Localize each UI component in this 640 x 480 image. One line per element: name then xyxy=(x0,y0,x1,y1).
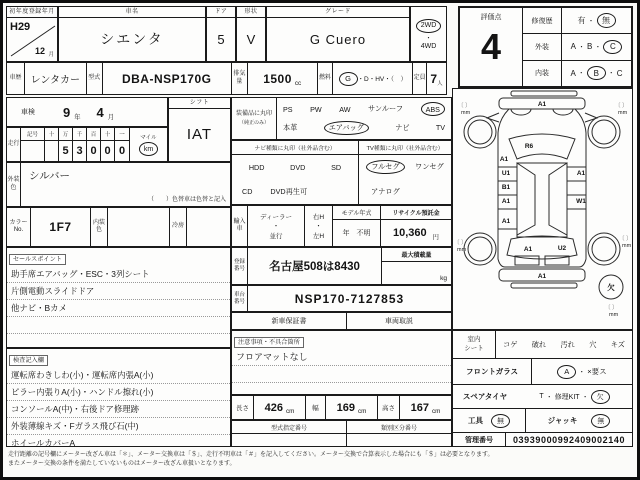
score-cell xyxy=(460,8,523,86)
import-dealer: ディーラー xyxy=(260,214,292,221)
damage-diagram-panel xyxy=(452,88,633,330)
damage-label-right: A1 xyxy=(576,170,586,177)
spare-tire-label: スペアタイヤ xyxy=(462,392,508,401)
interior-color-label: 内装色 xyxy=(93,219,106,233)
inspector-note-line: ホイールカバーA xyxy=(11,438,76,448)
repair-no-circled: 無 xyxy=(597,13,616,28)
equipment-box xyxy=(231,97,452,140)
damage-label-left: U1 xyxy=(501,170,511,177)
shaken-cell: 車検 9 年 4 月 xyxy=(6,97,168,127)
color-number-row xyxy=(6,207,231,247)
inspector-note-line: 外装薄線キズ・Fガラス飛び石(中) xyxy=(7,418,230,435)
height-value: 167 xyxy=(410,401,429,414)
damage-label-front-bumper: A1 xyxy=(537,101,547,108)
registration-row xyxy=(231,247,452,285)
interior-label: 内装 xyxy=(523,61,562,86)
equip-abs-circled: ABS xyxy=(421,102,445,116)
tread-depth-mark: 〔 〕 xyxy=(615,103,628,109)
footer-line1: 走行距離の記号欄にメーター改ざん車は「＊」、メーター交換車は「＄」、走行不明車は「＃」を記入してください。メーター交換で合算表示した場合にも「＄」は必要となります。 xyxy=(8,452,494,458)
drive-4wd: 4WD xyxy=(420,42,437,50)
jack-none-circled: 無 xyxy=(591,414,610,428)
sales-point-line: 助手席エアバッグ・ESC・3列シート xyxy=(7,266,230,283)
spare-kit-option: 修理KIT xyxy=(554,393,580,401)
ac-label: 冷房 xyxy=(172,223,185,230)
dimensions-row: 長さ 426 cm 幅 169 cm 高さ 167 cm xyxy=(231,395,452,420)
max-load-label: 最大積載量 xyxy=(382,248,451,262)
seat-burn: コゲ xyxy=(503,339,518,349)
damage-label-windshield: R6 xyxy=(524,143,534,150)
tv-oneseg: ワンセグ xyxy=(415,162,444,172)
grade-value: G Cuero xyxy=(309,31,367,47)
fuel-label: 燃料 xyxy=(318,74,331,81)
mileage-digit: 0 xyxy=(101,141,115,161)
fuel-gasoline-circled: G xyxy=(339,72,358,86)
mileage-digit: 0 xyxy=(118,145,126,157)
import-row: 輸入車 ディーラー ・ 並行 右H ・ 左H モデル年式 年 不明 リサイクル預託金 10,360 円 xyxy=(231,205,452,247)
nav-tv-box xyxy=(231,140,452,205)
grade-cell xyxy=(266,6,410,62)
model-year-label: モデル年式 xyxy=(333,206,380,220)
inspector-notes-label: 検査記入欄 xyxy=(9,355,48,366)
import-parallel: 並行 xyxy=(269,233,283,240)
seat-condition-row: 室内 シート コゲ 破れ 汚れ 穴 キズ xyxy=(453,331,632,359)
tread-depth-unit: mm xyxy=(461,110,471,116)
car-name-cell xyxy=(58,6,206,62)
nav-sd: SD xyxy=(331,162,342,172)
km-circled: km xyxy=(139,142,158,156)
tread-depth-mark: 〔 〕 xyxy=(605,305,618,311)
max-load-unit: kg xyxy=(440,275,447,282)
shape-label: 形状 xyxy=(237,7,265,18)
inspector-notes-box xyxy=(6,348,231,447)
model-code-value: DBA-NSP170G xyxy=(121,71,212,86)
interior-grade-row: 内装 A ・ B ・ C xyxy=(523,61,631,86)
equip-aw: AW xyxy=(339,104,351,114)
tread-depth-mark: 〔 〕 xyxy=(454,240,467,246)
equip-tv: TV xyxy=(435,123,445,133)
class-number-label: 類別区分番号 xyxy=(380,425,417,432)
exterior-color-value: シルバー xyxy=(29,170,71,182)
mile-label: マイル xyxy=(140,135,157,141)
windshield-label: フロントガラス xyxy=(453,359,532,384)
seat-stain: 汚れ xyxy=(560,339,575,349)
type-spec-number-label: 型式指定番号 xyxy=(232,421,347,433)
door-value: 5 xyxy=(217,31,225,47)
equip-sunroof: サンルーフ xyxy=(368,104,404,114)
model-code-label: 型式 xyxy=(88,74,101,81)
type-spec-number-value xyxy=(232,434,347,447)
nav-cd: CD xyxy=(242,187,253,197)
manual-label: 車両取説 xyxy=(385,318,413,325)
mileage-digit xyxy=(21,141,45,161)
equip-leather: 本革 xyxy=(283,122,298,132)
damage-label-left: B1 xyxy=(501,184,511,191)
car-top-view-diagram xyxy=(453,89,632,329)
seat-scratch: キズ xyxy=(610,339,625,349)
shaken-month: 4 xyxy=(96,104,104,120)
equip-navi: ナビ xyxy=(395,122,410,132)
management-number-value: 03939000992409002140 xyxy=(512,434,626,445)
caution-label: 注意事項・不具合箇所 xyxy=(234,337,304,348)
mileage-cell xyxy=(6,127,168,162)
width-label: 幅 xyxy=(306,396,326,419)
color-no-label: カラーNo. xyxy=(9,219,28,233)
shift-label: シフト xyxy=(169,98,230,109)
documents-row xyxy=(231,312,452,330)
score-value: 4 xyxy=(480,26,502,67)
capacity-unit: 人 xyxy=(437,80,443,87)
grade-label: グレード xyxy=(267,7,409,18)
damage-label-left: A1 xyxy=(501,198,511,205)
fuel-options: ・D・HV・（ ） xyxy=(357,76,407,83)
repair-history-row: 修復歴 有 ・ 無 xyxy=(523,8,631,34)
vehicle-id-row xyxy=(6,62,447,95)
damage-label-right: W1 xyxy=(576,198,586,205)
capacity-value: 7 xyxy=(430,71,438,86)
first-registration-value xyxy=(7,18,57,60)
damage-label-left: A1 xyxy=(501,218,511,225)
displacement-label: 排気量 xyxy=(233,71,246,85)
tread-depth-unit: mm xyxy=(618,110,628,116)
drive-separator: ・ xyxy=(425,34,432,42)
registration-number: 名古屋508は8430 xyxy=(269,261,360,273)
shift-value: IAT xyxy=(186,125,213,143)
car-name-label: 車名 xyxy=(59,7,205,18)
tread-depth-unit: mm xyxy=(609,312,619,318)
interior-grade-circled: B xyxy=(587,66,606,80)
equip-pw: PW xyxy=(310,104,322,114)
recycle-deposit-unit: 円 xyxy=(432,233,439,241)
history-value: レンタカー xyxy=(30,75,80,86)
nav-type-header: ナビ種類に丸印（社外品含む） xyxy=(232,141,358,155)
capacity-label: 定員 xyxy=(413,74,426,81)
reg-year: H29 xyxy=(10,21,31,33)
inspector-note-line: ピラー内張りA(小)・ハンドル擦れ(小) xyxy=(7,384,230,401)
first-registration-label: 初年度登録年月 xyxy=(7,7,57,18)
equipment-label: 装備品に丸印 xyxy=(235,111,272,118)
jack-label: ジャッキ xyxy=(547,416,578,425)
tv-type-header: TV種類に丸印（社外品含む） xyxy=(359,141,451,155)
shaken-year: 9 xyxy=(63,104,71,120)
chassis-label: 車台番号 xyxy=(233,291,245,305)
car-name-value: シエンタ xyxy=(100,31,164,47)
inspector-note-line: コンソールA(中)・右後ドア修理跡 xyxy=(7,401,230,418)
door-label: ドア xyxy=(207,7,235,18)
width-value: 169 xyxy=(336,401,355,414)
first-registration-cell xyxy=(6,6,58,62)
equip-ps: PS xyxy=(283,104,293,114)
steering-right: 右H xyxy=(312,214,325,221)
length-value: 426 xyxy=(264,401,283,414)
seat-label: 室内 xyxy=(467,336,481,344)
windshield-replace-option: ×要ス xyxy=(587,367,607,376)
chassis-number: NSP170-7127853 xyxy=(294,291,405,306)
tools-row xyxy=(453,409,632,433)
repair-yes: 有 xyxy=(577,16,586,26)
tread-depth-mark: 〔 〕 xyxy=(458,103,471,109)
seat-hole: 穴 xyxy=(589,339,597,349)
drive-cell xyxy=(410,6,447,62)
shape-value: V xyxy=(246,31,256,47)
equipment-label-sub: （純正のみ） xyxy=(238,119,269,126)
registration-label: 登録番号 xyxy=(233,259,245,272)
caution-text: フロアマットなし xyxy=(232,349,451,366)
mileage-digit: 5 xyxy=(59,141,73,161)
exterior-grade-row: 外装 A ・ B ・ C xyxy=(523,34,631,60)
exterior-label: 外装 xyxy=(523,34,562,59)
drive-2wd-circled: 2WD xyxy=(416,19,442,33)
shaken-label: 車検 xyxy=(21,109,35,116)
mileage-digit: 0 xyxy=(87,141,101,161)
mileage-header: 万 xyxy=(59,128,73,140)
type-numbers-row xyxy=(231,420,452,447)
spare-missing-circled: 欠 xyxy=(591,390,610,404)
interior-color-value xyxy=(108,208,170,246)
damage-label-rear-left: A1 xyxy=(523,246,533,253)
equip-airbag-circled: エアバッグ xyxy=(324,121,369,135)
exterior-grade-circled: C xyxy=(603,40,622,54)
shape-cell xyxy=(236,6,266,62)
displacement-value: 1500 xyxy=(263,71,292,86)
tread-depth-mark: 〔 〕 xyxy=(619,236,632,242)
spare-tire-missing-mark: 欠 xyxy=(607,283,615,292)
caution-box xyxy=(231,330,452,395)
tv-fullseg-circled: フルセグ xyxy=(366,160,404,174)
steering-left: 左H xyxy=(312,233,325,240)
mileage-header: 十 xyxy=(101,128,115,140)
import-label: 輸入車 xyxy=(233,218,246,232)
history-label: 車歴 xyxy=(9,74,22,81)
mileage-header: 一 xyxy=(119,132,125,138)
exterior-color-cell xyxy=(6,162,231,207)
empty-rule-line xyxy=(232,366,451,383)
color-no-value: 1F7 xyxy=(49,220,72,234)
condition-table xyxy=(452,330,633,447)
sales-point-line: 片側電動スライドドア xyxy=(7,283,230,300)
recycle-deposit-label: リサイクル預託金 xyxy=(381,206,451,220)
exterior-color-label: 外装色 xyxy=(7,177,20,191)
mileage-digit xyxy=(45,141,59,161)
mileage-header: 百 xyxy=(87,128,101,140)
grade-rows xyxy=(523,8,631,86)
footer-line2: またメーター交換の条件を満たしていないものはメーター改ざん車扱いとなります。 xyxy=(8,460,236,467)
model-year-value: 年 不明 xyxy=(342,230,371,237)
mileage-label: 走行 xyxy=(7,140,20,147)
nav-hdd: HDD xyxy=(248,162,265,172)
nav-dvd: DVD xyxy=(290,162,306,172)
windshield-row: フロントガラス A ・ ×要ス xyxy=(453,359,632,385)
shift-cell xyxy=(168,97,231,162)
spare-t-option: T xyxy=(539,393,544,400)
management-number-label: 管理番号 xyxy=(453,433,506,446)
mileage-digit: 3 xyxy=(73,141,87,161)
damage-label-rear-right: U2 xyxy=(557,245,567,252)
chassis-row xyxy=(231,285,452,312)
tools-label: 工具 xyxy=(468,416,483,425)
evaluation-box xyxy=(458,6,633,88)
sales-point-line: 他ナビ・Bカメ xyxy=(7,300,230,317)
tools-none-circled: 無 xyxy=(491,414,510,428)
tread-depth-unit: mm xyxy=(622,243,632,249)
mileage-header: 十 xyxy=(45,128,59,140)
sales-points-label: セールスポイント xyxy=(9,254,66,265)
nav-dvd-play: DVD再生可 xyxy=(270,186,308,196)
seat-tear: 破れ xyxy=(531,339,547,349)
tread-depth-unit: mm xyxy=(457,247,467,253)
damage-label-rear-bumper: A1 xyxy=(537,273,547,280)
door-cell xyxy=(206,6,236,62)
reg-month: 12 xyxy=(34,46,45,56)
class-number-value xyxy=(347,434,451,447)
windshield-grade-circled: A xyxy=(557,365,576,379)
mileage-header: 千 xyxy=(73,128,87,140)
warranty-label: 新車保証書 xyxy=(232,313,347,329)
inspector-note-line: 運転席わきしわ(小)・運転席内張A(小) xyxy=(7,367,230,384)
tv-analog: アナログ xyxy=(371,186,400,196)
mileage-header: 記号 xyxy=(21,128,45,140)
management-number-row xyxy=(453,433,632,446)
ac-value xyxy=(187,208,230,246)
reg-month-unit: 月 xyxy=(48,52,54,58)
recycle-deposit-value: 10,360 xyxy=(393,227,427,239)
empty-rule-line xyxy=(7,317,230,334)
color-change-note: （ ）色替車は色替と記入 xyxy=(147,197,226,203)
sales-points-box xyxy=(6,247,231,348)
footer-disclaimer xyxy=(8,451,634,468)
displacement-unit: cc xyxy=(294,80,302,87)
length-label: 長さ xyxy=(232,396,254,419)
damage-label-left: A1 xyxy=(499,156,509,163)
score-label: 評価点 xyxy=(480,14,502,21)
height-label: 高さ xyxy=(378,396,400,419)
repair-history-label: 修復歴 xyxy=(523,8,562,33)
spare-tire-row: スペアタイヤ T ・ 修理KIT ・ 欠 xyxy=(453,385,632,409)
